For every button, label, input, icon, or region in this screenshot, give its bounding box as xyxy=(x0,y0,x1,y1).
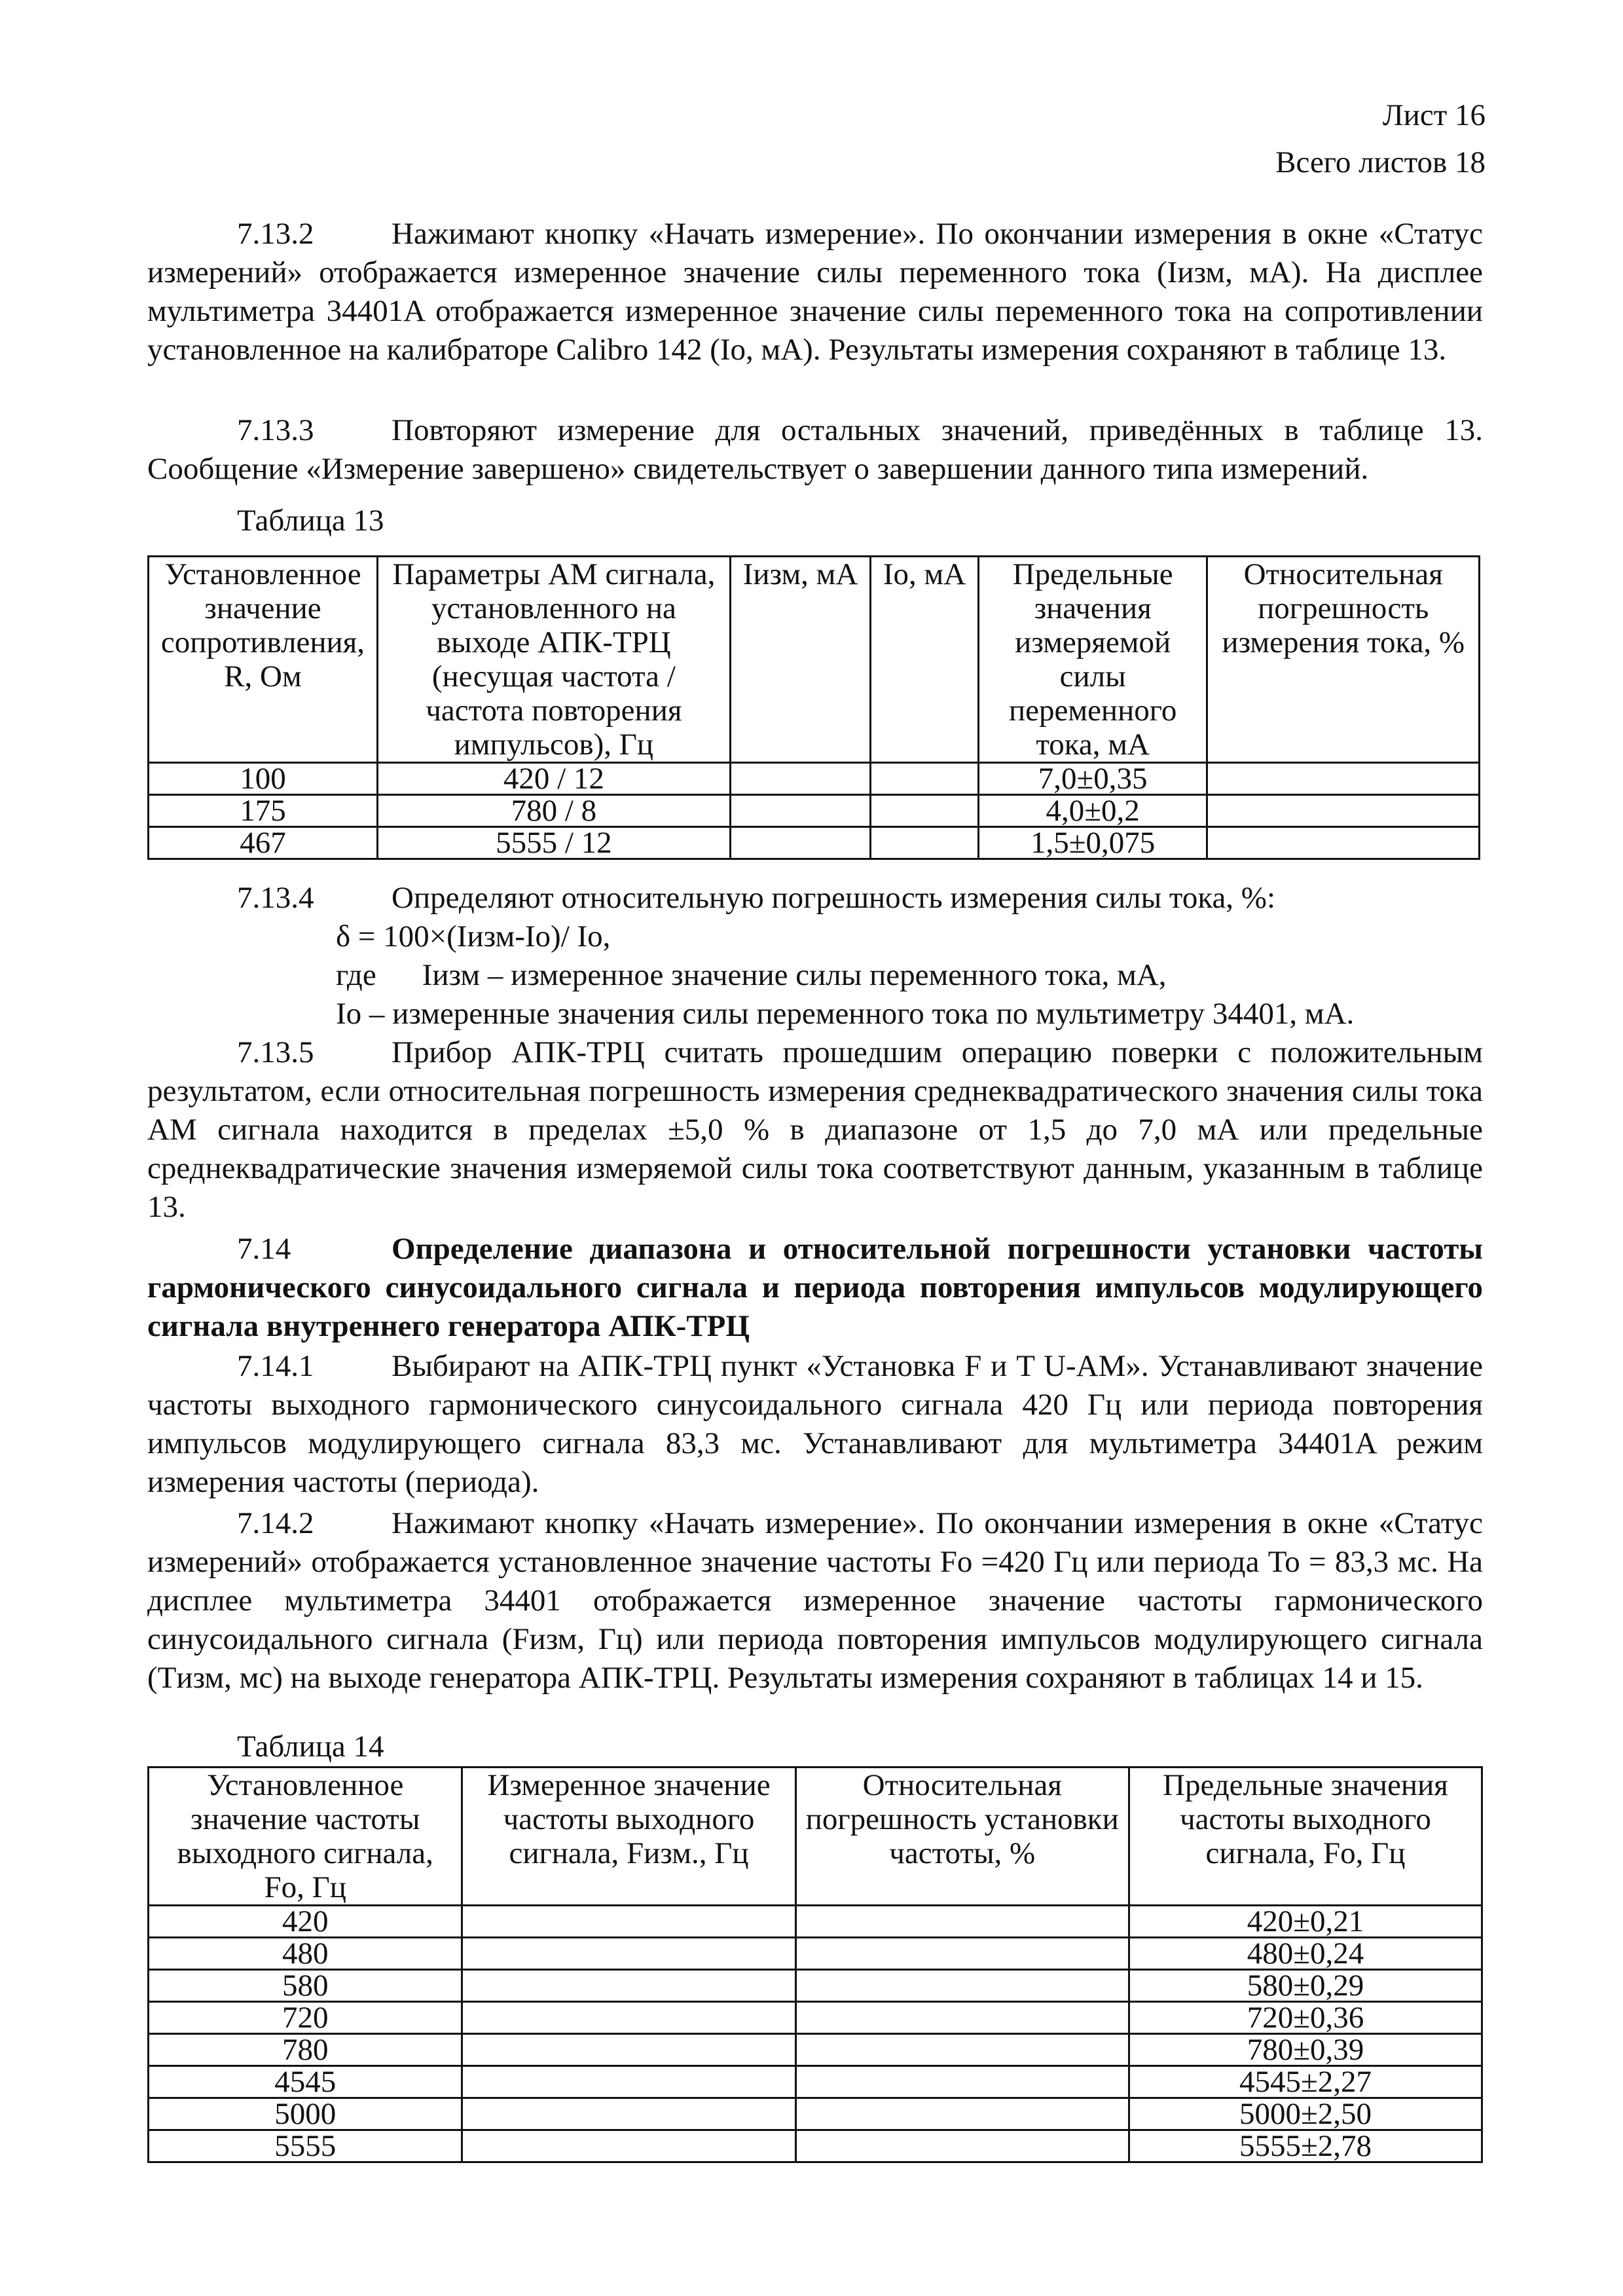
table-header-cell: Установленное значение частоты выходного сигнала, Fo, Гц xyxy=(149,1768,462,1906)
table-header-cell: Io, мА xyxy=(871,557,979,763)
table-cell xyxy=(795,1970,1129,2002)
table-cell: 780 xyxy=(149,2034,462,2066)
paragraph-7-13-5: 7.13.5 Прибор АПК-ТРЦ считать прошедшим операцию поверки с положительным результатом, если относительная погрешность измерения среднеквадратического значения силы тока АМ сигнала находится в пределах ±5,0 % в диапазоне от 1,5 до 7,0 мА или предельные среднеквадратические значения измеряемой силы тока соответствуют данным, указанным в таблице 13. xyxy=(147,1035,1483,1224)
where-line-1: где Iизм – измеренное значение силы переменного тока, мА, xyxy=(336,958,1167,992)
table-header-cell: Относительная погрешность измерения тока, % xyxy=(1207,557,1480,763)
table-cell xyxy=(871,763,979,795)
table-cell: 5555 / 12 xyxy=(377,827,730,859)
table-cell xyxy=(795,2002,1129,2034)
table-cell xyxy=(1207,795,1480,827)
table-cell xyxy=(730,763,870,795)
table-row xyxy=(149,763,1480,795)
table-14 xyxy=(147,1766,1483,2163)
table-cell: 420 xyxy=(149,1906,462,1938)
table-cell: 467 xyxy=(149,827,378,859)
table-cell xyxy=(795,1938,1129,1970)
table-cell: 175 xyxy=(149,795,378,827)
table-cell xyxy=(795,2098,1129,2130)
table-row xyxy=(149,2034,1482,2066)
table-row xyxy=(149,2066,1482,2098)
where-line-2: Io – измеренные значения силы переменного тока по мультиметру 34401, мА. xyxy=(336,997,1355,1031)
table-cell xyxy=(730,827,870,859)
page-header xyxy=(1275,92,1486,186)
table-cell: 580 xyxy=(149,1970,462,2002)
table-cell xyxy=(462,2066,795,2098)
table-cell: 720 xyxy=(149,2002,462,2034)
table-row xyxy=(149,1938,1482,1970)
table-cell: 4545 xyxy=(149,2066,462,2098)
table-cell xyxy=(795,2066,1129,2098)
table-row xyxy=(149,827,1480,859)
table-cell xyxy=(1207,763,1480,795)
table-cell xyxy=(462,2002,795,2034)
table-header-cell: Предельные значения измеряемой силы переменного тока, мА xyxy=(978,557,1207,763)
table-cell xyxy=(462,2098,795,2130)
table-cell xyxy=(795,1906,1129,1938)
table-cell xyxy=(730,795,870,827)
table-13 xyxy=(147,555,1480,860)
table-cell: 1,5±0,075 xyxy=(978,827,1207,859)
table-cell xyxy=(795,2130,1129,2162)
table-cell xyxy=(871,795,979,827)
table-cell: 480 xyxy=(149,1938,462,1970)
table-14-caption: Таблица 14 xyxy=(237,1730,384,1764)
paragraph-7-13-3: 7.13.3 Повторяют измерение для остальных значений, приведённых в таблице 13. Сообщение «Измерение завершено» свидетельствует о завершении данного типа измерений. xyxy=(147,413,1483,486)
table-header-cell: Измеренное значение частоты выходного сигнала, Fизм., Гц xyxy=(462,1768,795,1906)
table-cell: 720±0,36 xyxy=(1129,2002,1482,2034)
table-cell: 4,0±0,2 xyxy=(978,795,1207,827)
table-row xyxy=(149,1906,1482,1938)
table-header-cell: Iизм, мА xyxy=(730,557,870,763)
error-formula: δ = 100×(Iизм-Io)/ Io, xyxy=(336,919,611,954)
table-cell: 5555±2,78 xyxy=(1129,2130,1482,2162)
table-header-row xyxy=(149,557,1480,763)
paragraph-7-13-4: 7.13.4 Определяют относительную погрешность измерения силы тока, %: xyxy=(237,881,1276,915)
table-row xyxy=(149,2002,1482,2034)
table-cell xyxy=(462,1970,795,2002)
sheet-number: Лист 16 xyxy=(1382,98,1486,132)
table-cell xyxy=(462,1906,795,1938)
table-row xyxy=(149,2130,1482,2162)
table-cell: 580±0,29 xyxy=(1129,1970,1482,2002)
table-cell xyxy=(1207,827,1480,859)
table-cell: 420±0,21 xyxy=(1129,1906,1482,1938)
table-header-cell: Предельные значения частоты выходного сигнала, Fo, Гц xyxy=(1129,1768,1482,1906)
table-cell: 5000 xyxy=(149,2098,462,2130)
table-row xyxy=(149,1970,1482,2002)
table-row xyxy=(149,795,1480,827)
table-13-caption: Таблица 13 xyxy=(237,504,384,538)
table-cell xyxy=(462,1938,795,1970)
table-header-cell: Относительная погрешность установки частоты, % xyxy=(795,1768,1129,1906)
table-cell: 5000±2,50 xyxy=(1129,2098,1482,2130)
table-cell: 420 / 12 xyxy=(377,763,730,795)
table-row xyxy=(149,2098,1482,2130)
table-cell: 480±0,24 xyxy=(1129,1938,1482,1970)
section-7-14-heading: 7.14 Определение диапазона и относительной погрешности установки частоты гармонического синусоидального сигнала и периода повторения импульсов модулирующего сигнала внутреннего генератора АПК-ТРЦ xyxy=(147,1232,1483,1343)
table-header-cell: Параметры АМ сигнала, установленного на выходе АПК-ТРЦ (несущая частота / частота повторения импульсов), Гц xyxy=(377,557,730,763)
table-cell: 5555 xyxy=(149,2130,462,2162)
table-cell: 4545±2,27 xyxy=(1129,2066,1482,2098)
table-cell: 7,0±0,35 xyxy=(978,763,1207,795)
table-cell xyxy=(871,827,979,859)
table-cell: 780 / 8 xyxy=(377,795,730,827)
table-cell xyxy=(462,2034,795,2066)
paragraph-7-14-2: 7.14.2 Нажимают кнопку «Начать измерение». По окончании измерения в окне «Статус измерений» отображается установленное значение частоты Fo =420 Гц или периода To = 83,3 мс. На дисплее мультиметра 34401 отображается измеренное значение частоты гармонического синусоидального сигнала (Fизм, Гц) или периода повторения импульсов модулирующего сигнала (Tизм, мс) на выходе генератора АПК-ТРЦ. Результаты измерения сохраняют в таблицах 14 и 15. xyxy=(147,1506,1483,1695)
paragraph-7-14-1: 7.14.1 Выбирают на АПК-ТРЦ пункт «Установка F и T U-AM». Устанавливают значение частоты выходного гармонического синусоидального сигнала 420 Гц или периода повторения импульсов модулирующего сигнала 83,3 мс. Устанавливают для мультиметра 34401A режим измерения частоты (периода). xyxy=(147,1349,1483,1499)
where-label: где xyxy=(336,958,376,992)
table-cell: 780±0,39 xyxy=(1129,2034,1482,2066)
table-cell xyxy=(462,2130,795,2162)
table-header-row xyxy=(149,1768,1482,1906)
paragraph-7-13-2: 7.13.2 Нажимают кнопку «Начать измерение». По окончании измерения в окне «Статус измерений» отображается измеренное значение силы переменного тока (Iизм, мА). На дисплее мультиметра 34401A отображается измеренное значение силы переменного тока на сопротивлении установленное на калибраторе Calibro 142 (Io, мА). Результаты измерения сохраняют в таблице 13. xyxy=(147,217,1483,367)
total-sheets: Всего листов 18 xyxy=(1275,145,1486,179)
table-header-cell: Установленное значение сопротивления, R, Ом xyxy=(149,557,378,763)
table-cell xyxy=(795,2034,1129,2066)
table-cell: 100 xyxy=(149,763,378,795)
